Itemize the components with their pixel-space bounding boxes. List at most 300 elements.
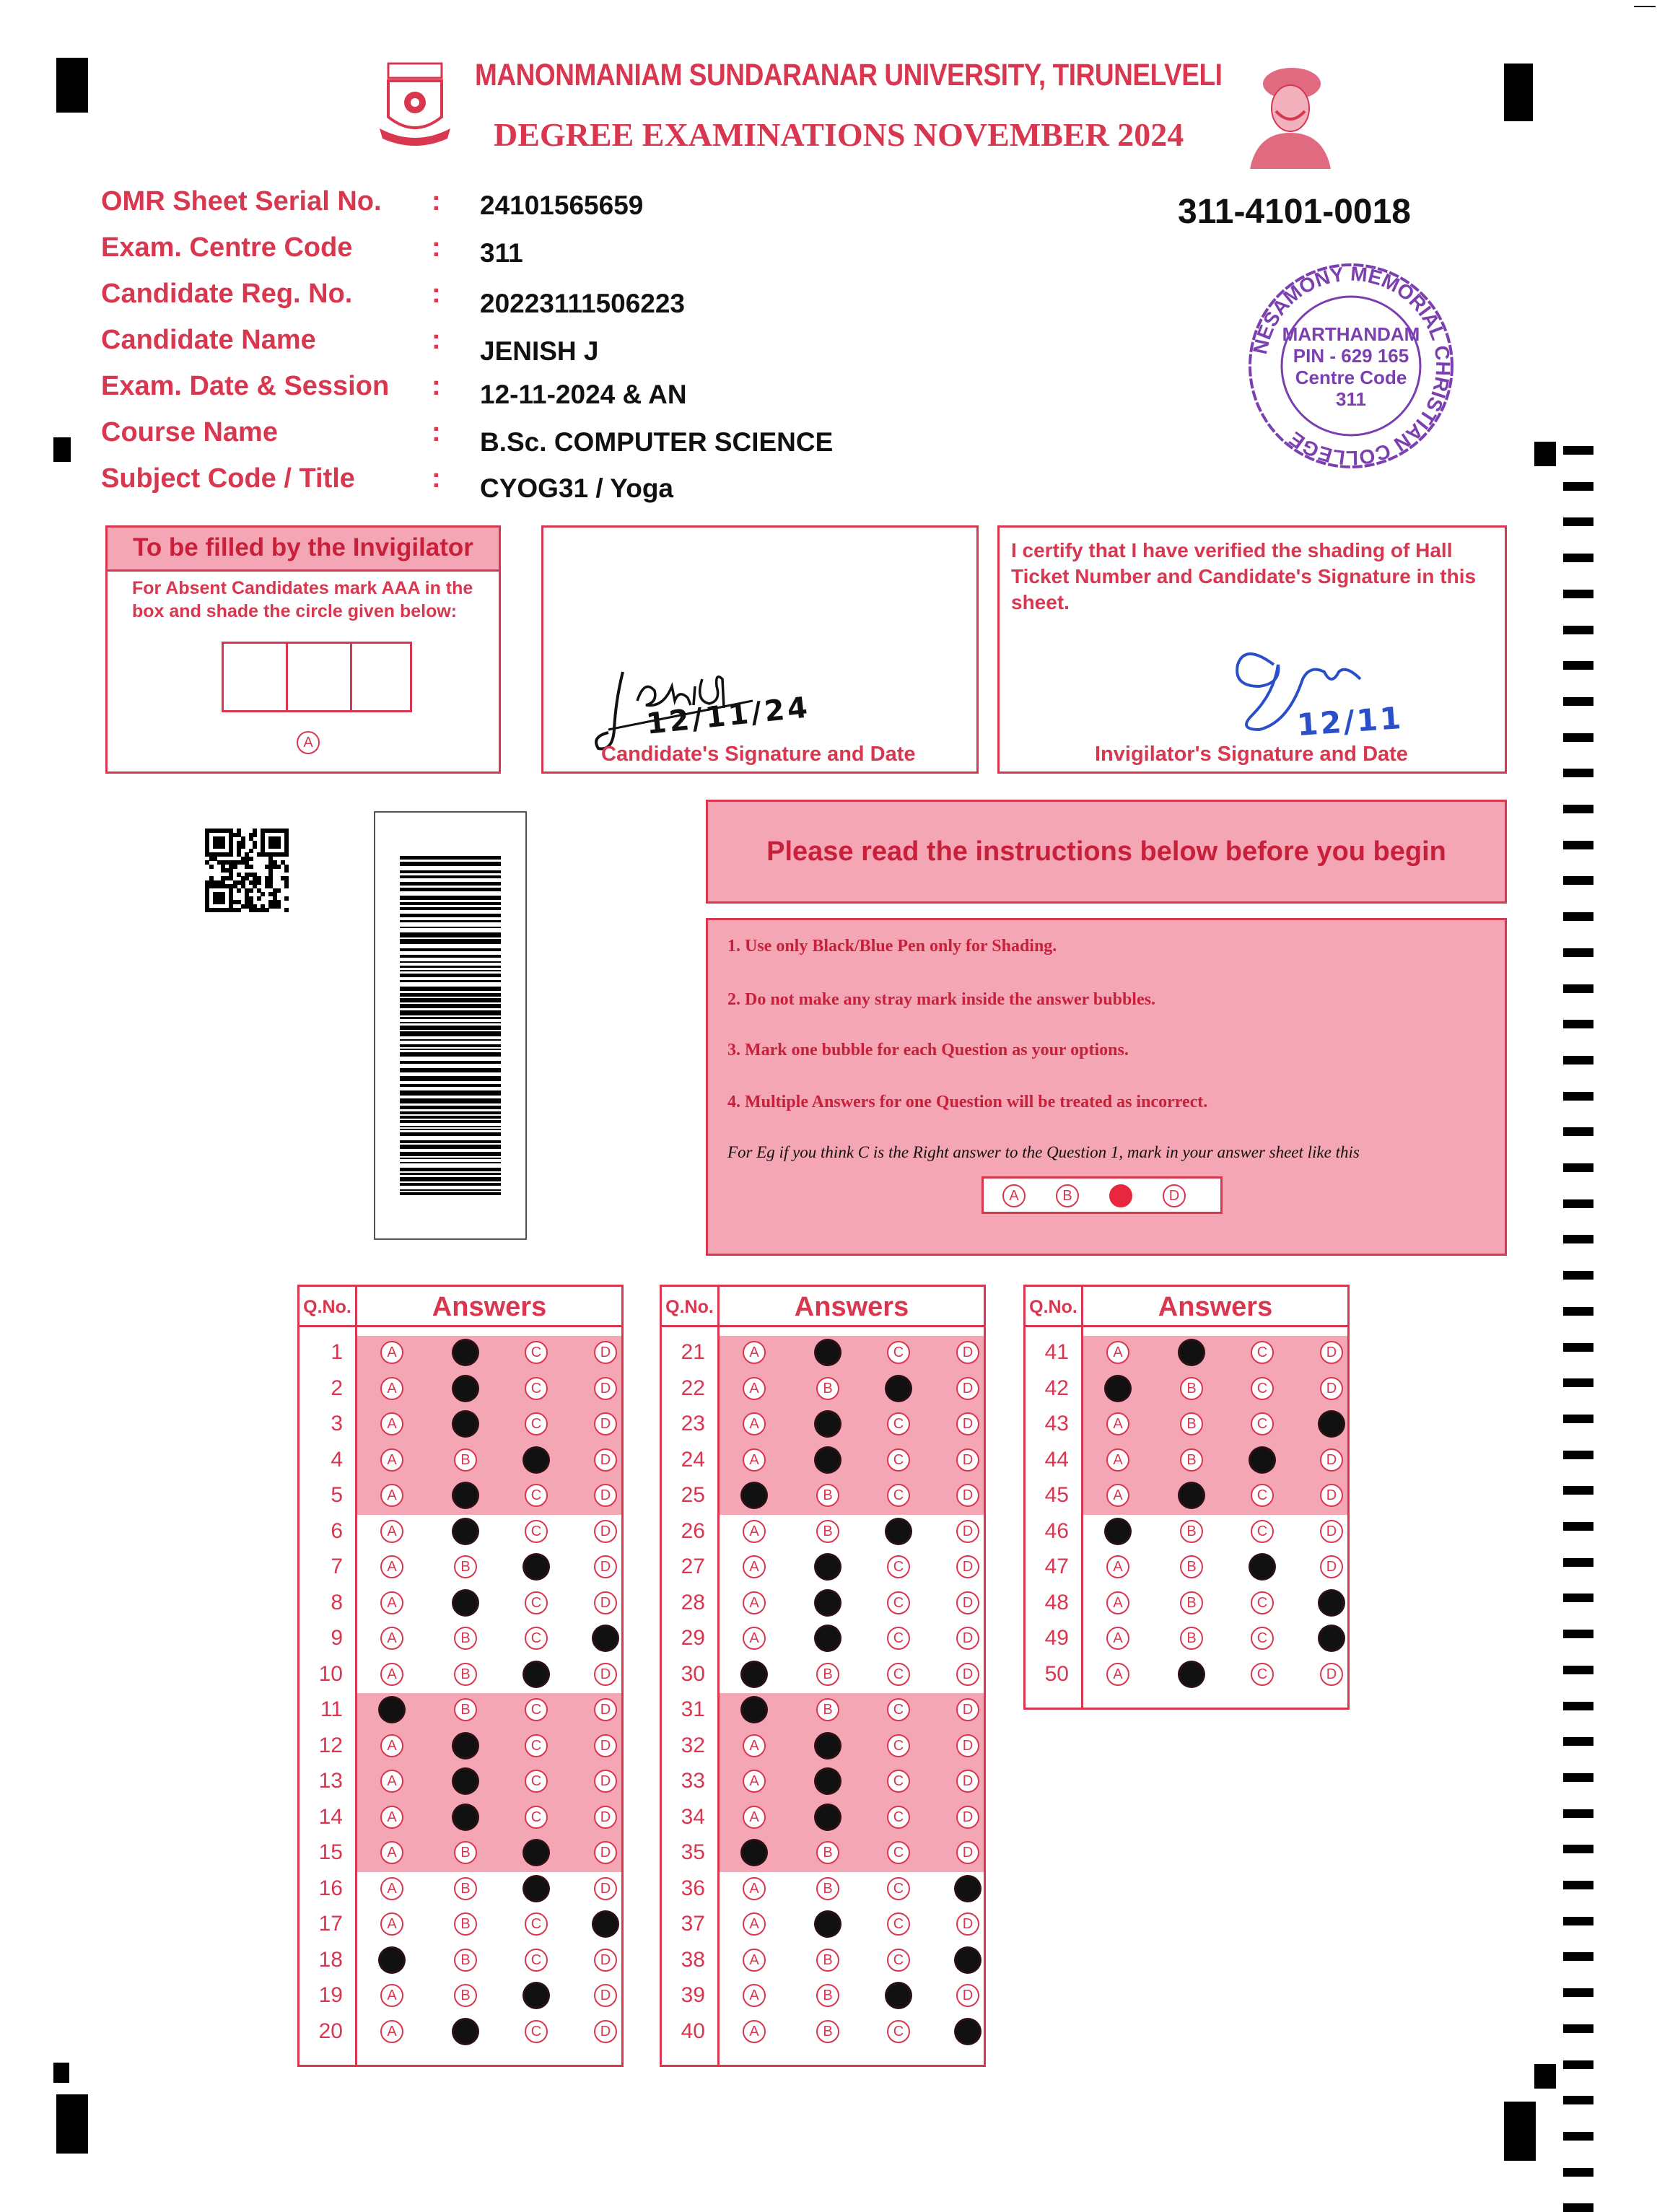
answer-bubble-47-b[interactable]: B <box>1180 1555 1203 1578</box>
answer-bubble-18-a[interactable] <box>380 1949 403 1972</box>
answer-bubble-23-b[interactable] <box>816 1412 839 1435</box>
answer-bubble-37-b[interactable] <box>816 1912 839 1936</box>
answer-bubble-2-d[interactable]: D <box>594 1377 617 1400</box>
answer-bubble-24-a[interactable]: A <box>743 1448 766 1472</box>
answer-bubble-1-c[interactable]: C <box>525 1341 548 1364</box>
answer-bubble-42-a[interactable] <box>1106 1377 1129 1400</box>
answer-bubble-43-a[interactable]: A <box>1106 1412 1129 1435</box>
answer-bubble-35-d[interactable]: D <box>956 1841 979 1864</box>
colon: : <box>432 186 441 217</box>
answer-bubble-1-a[interactable]: A <box>380 1341 403 1364</box>
answer-bubble-5-d[interactable]: D <box>594 1484 617 1507</box>
answer-bubble-20-c[interactable]: C <box>525 2020 548 2043</box>
answer-bubble-12-a[interactable]: A <box>380 1734 403 1757</box>
answer-bubble-2-c[interactable]: C <box>525 1377 548 1400</box>
timing-mark-right-top <box>1534 442 1556 466</box>
question-number: 38 <box>681 1947 705 1972</box>
answer-bubble-11-d[interactable]: D <box>594 1698 617 1721</box>
answer-bubble-23-a[interactable]: A <box>743 1412 766 1435</box>
timing-tick <box>1563 482 1593 491</box>
answer-bubble-46-a[interactable] <box>1106 1520 1129 1543</box>
answer-bubble-44-c[interactable] <box>1251 1448 1274 1472</box>
colon: : <box>432 279 441 309</box>
question-row <box>662 1620 984 1656</box>
answer-bubble-4-a[interactable]: A <box>380 1448 403 1472</box>
answer-bubble-5-c[interactable]: C <box>525 1484 548 1507</box>
answer-bubble-35-b[interactable]: B <box>816 1841 839 1864</box>
answer-bubble-8-b[interactable] <box>454 1591 477 1614</box>
answer-bubble-43-d[interactable] <box>1320 1412 1343 1435</box>
answer-bubble-28-c[interactable]: C <box>887 1591 910 1614</box>
question-row <box>1026 1549 1347 1585</box>
timing-tick <box>1563 1594 1593 1602</box>
question-number: 28 <box>681 1590 705 1614</box>
timing-tick <box>1563 1809 1593 1818</box>
answer-bubble-9-a[interactable]: A <box>380 1627 403 1650</box>
answer-bubble-19-a[interactable]: A <box>380 1984 403 2007</box>
answer-bubble-28-d[interactable]: D <box>956 1591 979 1614</box>
answer-bubble-33-a[interactable]: A <box>743 1770 766 1793</box>
question-number: 6 <box>331 1518 343 1543</box>
answer-bubble-10-a[interactable]: A <box>380 1663 403 1686</box>
answer-bubble-40-c[interactable]: C <box>887 2020 910 2043</box>
instructions-banner-text: Please read the instructions below before you begin <box>766 836 1446 867</box>
timing-tick <box>1563 554 1593 562</box>
answer-bubble-25-a[interactable] <box>743 1484 766 1507</box>
answer-bubble-34-a[interactable]: A <box>743 1806 766 1829</box>
question-number: 47 <box>1044 1555 1069 1578</box>
timing-tick <box>1563 1486 1593 1495</box>
university-logo <box>375 59 455 152</box>
answer-bubble-13-d[interactable]: D <box>594 1770 617 1793</box>
question-number: 21 <box>681 1340 705 1364</box>
value-reg-no: 20223111506223 <box>480 289 686 318</box>
answer-bubble-30-b[interactable]: B <box>816 1663 839 1686</box>
answer-bubble-48-c[interactable]: C <box>1251 1591 1274 1614</box>
label-exam-date: Exam. Date & Session <box>101 371 390 401</box>
answer-bubble-26-c[interactable] <box>887 1520 910 1543</box>
absent-bubble[interactable]: A <box>297 731 320 754</box>
answer-bubble-23-d[interactable]: D <box>956 1412 979 1435</box>
answer-bubble-3-b[interactable] <box>454 1412 477 1435</box>
answer-bubble-11-a[interactable] <box>380 1698 403 1721</box>
question-row <box>300 1620 621 1656</box>
timing-tick <box>1563 1702 1593 1710</box>
label-centre-code: Exam. Centre Code <box>101 232 353 263</box>
answer-bubble-42-d[interactable]: D <box>1320 1377 1343 1400</box>
answer-bubble-32-d[interactable]: D <box>956 1734 979 1757</box>
answer-bubble-2-a[interactable]: A <box>380 1377 403 1400</box>
question-row <box>1026 1334 1347 1371</box>
answer-bubble-34-c[interactable]: C <box>887 1806 910 1829</box>
question-number: 42 <box>1044 1376 1069 1400</box>
answer-bubble-43-b[interactable]: B <box>1180 1412 1203 1435</box>
answer-bubble-32-a[interactable]: A <box>743 1734 766 1757</box>
grid-header <box>1026 1287 1347 1327</box>
absent-box-1[interactable] <box>224 644 288 710</box>
question-number: 18 <box>318 1947 343 1972</box>
answer-bubble-36-a[interactable]: A <box>743 1877 766 1900</box>
answer-bubble-8-d[interactable]: D <box>594 1591 617 1614</box>
answer-bubble-41-b[interactable] <box>1180 1341 1203 1364</box>
answer-bubble-25-d[interactable]: D <box>956 1484 979 1507</box>
answer-bubble-19-b[interactable]: B <box>454 1984 477 2007</box>
timing-tick <box>1563 1522 1593 1531</box>
answer-bubble-46-c[interactable]: C <box>1251 1520 1274 1543</box>
answer-bubble-20-d[interactable]: D <box>594 2020 617 2043</box>
colon: : <box>432 463 441 494</box>
answer-bubble-24-b[interactable] <box>816 1448 839 1472</box>
answer-bubble-2-b[interactable] <box>454 1377 477 1400</box>
answer-bubble-50-b[interactable] <box>1180 1663 1203 1686</box>
answer-bubble-16-b[interactable]: B <box>454 1877 477 1900</box>
answer-bubble-18-d[interactable]: D <box>594 1949 617 1972</box>
answer-bubble-3-a[interactable]: A <box>380 1412 403 1435</box>
timing-tick <box>1563 1737 1593 1746</box>
question-number: 29 <box>681 1626 705 1650</box>
question-row <box>300 1513 621 1549</box>
value-course: B.Sc. COMPUTER SCIENCE <box>480 427 834 457</box>
answer-bubble-45-a[interactable]: A <box>1106 1484 1129 1507</box>
answer-bubble-36-c[interactable]: C <box>887 1877 910 1900</box>
question-number: 36 <box>681 1876 705 1900</box>
stamp-line-1: MARTHANDAM <box>1282 323 1420 345</box>
answer-bubble-31-c[interactable]: C <box>887 1698 910 1721</box>
question-row <box>662 1871 984 1907</box>
answer-bubble-37-c[interactable]: C <box>887 1912 910 1936</box>
answer-bubble-38-a[interactable]: A <box>743 1949 766 1972</box>
question-number: 17 <box>318 1912 343 1936</box>
answer-bubble-20-a[interactable]: A <box>380 2020 403 2043</box>
question-number: 3 <box>331 1412 343 1435</box>
instruction-1: 1. Use only Black/Blue Pen only for Shading. <box>727 937 1057 956</box>
answer-bubble-34-b[interactable] <box>816 1806 839 1829</box>
answer-bubble-6-a[interactable]: A <box>380 1520 403 1543</box>
answer-bubble-48-a[interactable]: A <box>1106 1591 1129 1614</box>
question-row <box>300 1371 621 1407</box>
answer-bubble-46-b[interactable]: B <box>1180 1520 1203 1543</box>
answer-bubble-8-a[interactable]: A <box>380 1591 403 1614</box>
answer-bubble-18-b[interactable]: B <box>454 1949 477 1972</box>
timing-tick <box>1563 1199 1593 1208</box>
answer-bubble-13-c[interactable]: C <box>525 1770 548 1793</box>
answer-bubble-22-c[interactable] <box>887 1377 910 1400</box>
answer-bubble-31-a[interactable] <box>743 1698 766 1721</box>
answer-bubble-15-d[interactable]: D <box>594 1841 617 1864</box>
question-row <box>1026 1477 1347 1513</box>
answer-bubble-18-c[interactable]: C <box>525 1949 548 1972</box>
answer-bubble-17-c[interactable]: C <box>525 1912 548 1936</box>
answer-bubble-7-b[interactable]: B <box>454 1555 477 1578</box>
answer-bubble-25-b[interactable]: B <box>816 1484 839 1507</box>
timing-tick <box>1563 2060 1593 2069</box>
answer-bubble-48-d[interactable] <box>1320 1591 1343 1614</box>
answer-bubble-24-c[interactable]: C <box>887 1448 910 1472</box>
absent-instructions: For Absent Candidates mark AAA in the box and shade the circle given below: <box>132 578 473 621</box>
answer-bubble-36-b[interactable]: B <box>816 1877 839 1900</box>
answer-bubble-14-b[interactable] <box>454 1806 477 1829</box>
answer-bubble-39-c[interactable] <box>887 1984 910 2007</box>
question-number: 46 <box>1044 1518 1069 1543</box>
timing-tick <box>1563 1451 1593 1459</box>
answer-bubble-33-b[interactable] <box>816 1770 839 1793</box>
answer-bubble-44-b[interactable]: B <box>1180 1448 1203 1472</box>
answer-bubble-41-c[interactable]: C <box>1251 1341 1274 1364</box>
answer-bubble-46-d[interactable]: D <box>1320 1520 1343 1543</box>
colon: : <box>432 371 441 401</box>
answer-bubble-7-c[interactable] <box>525 1555 548 1578</box>
answer-grid-2 <box>660 1285 986 2067</box>
question-number: 13 <box>318 1769 343 1793</box>
answer-bubble-16-c[interactable] <box>525 1877 548 1900</box>
answer-bubble-9-c[interactable]: C <box>525 1627 548 1650</box>
example-bubble-a: A <box>1002 1184 1026 1207</box>
answer-bubble-13-b[interactable] <box>454 1770 477 1793</box>
answer-bubble-6-d[interactable]: D <box>594 1520 617 1543</box>
question-number: 1 <box>331 1340 343 1364</box>
qno-header: Q.No. <box>1026 1287 1083 1327</box>
answer-bubble-45-c[interactable]: C <box>1251 1484 1274 1507</box>
answer-bubble-1-d[interactable]: D <box>594 1341 617 1364</box>
answer-bubble-26-b[interactable]: B <box>816 1520 839 1543</box>
answer-bubble-12-d[interactable]: D <box>594 1734 617 1757</box>
timing-tick <box>1563 446 1593 455</box>
answer-bubble-34-d[interactable]: D <box>956 1806 979 1829</box>
answer-bubble-9-d[interactable] <box>594 1627 617 1650</box>
timing-tick <box>1563 1558 1593 1567</box>
absent-box-2[interactable] <box>288 644 352 710</box>
answer-bubble-16-d[interactable]: D <box>594 1877 617 1900</box>
registration-mark-top-right <box>1504 64 1533 121</box>
answer-bubble-14-c[interactable]: C <box>525 1806 548 1829</box>
answer-bubble-40-a[interactable]: A <box>743 2020 766 2043</box>
question-row <box>662 1406 984 1442</box>
answer-bubble-4-d[interactable]: D <box>594 1448 617 1472</box>
answer-bubble-24-d[interactable]: D <box>956 1448 979 1472</box>
answer-bubble-36-d[interactable] <box>956 1877 979 1900</box>
answer-bubble-3-c[interactable]: C <box>525 1412 548 1435</box>
absent-box-3[interactable] <box>352 644 410 710</box>
answer-bubble-29-b[interactable] <box>816 1627 839 1650</box>
answer-bubble-32-c[interactable]: C <box>887 1734 910 1757</box>
question-number: 10 <box>318 1661 343 1686</box>
answer-bubble-22-b[interactable]: B <box>816 1377 839 1400</box>
timing-tick <box>1563 1917 1593 1925</box>
answer-bubble-47-a[interactable]: A <box>1106 1555 1129 1578</box>
answer-bubble-5-b[interactable] <box>454 1484 477 1507</box>
answer-bubble-13-a[interactable]: A <box>380 1770 403 1793</box>
answer-bubble-26-a[interactable]: A <box>743 1520 766 1543</box>
answer-bubble-17-a[interactable]: A <box>380 1912 403 1936</box>
invigilator-signature-date: 12/11 <box>1295 699 1404 743</box>
answer-bubble-6-b[interactable] <box>454 1520 477 1543</box>
answer-bubble-17-d[interactable] <box>594 1912 617 1936</box>
answer-bubble-4-c[interactable] <box>525 1448 548 1472</box>
answer-bubble-45-b[interactable] <box>1180 1484 1203 1507</box>
university-name: MANONMANIAM SUNDARANAR UNIVERSITY, TIRUNELVELI <box>475 58 1223 92</box>
question-row <box>300 2014 621 2050</box>
answer-bubble-50-d[interactable]: D <box>1320 1663 1343 1686</box>
answer-bubble-12-c[interactable]: C <box>525 1734 548 1757</box>
answer-bubble-21-c[interactable]: C <box>887 1341 910 1364</box>
answer-bubble-40-d[interactable] <box>956 2020 979 2043</box>
absent-code-boxes <box>222 642 412 712</box>
instructions-banner <box>706 800 1507 904</box>
answer-bubble-25-c[interactable]: C <box>887 1484 910 1507</box>
answer-bubble-31-b[interactable]: B <box>816 1698 839 1721</box>
example-bubble-c <box>1109 1184 1132 1207</box>
answer-bubble-47-d[interactable]: D <box>1320 1555 1343 1578</box>
answer-bubble-21-d[interactable]: D <box>956 1341 979 1364</box>
answer-bubble-35-a[interactable] <box>743 1841 766 1864</box>
timing-tick <box>1563 661 1593 670</box>
answer-bubble-37-d[interactable]: D <box>956 1912 979 1936</box>
question-row <box>300 1585 621 1621</box>
answer-bubble-10-c[interactable] <box>525 1663 548 1686</box>
question-row <box>300 1656 621 1692</box>
answer-bubble-28-a[interactable]: A <box>743 1591 766 1614</box>
question-row <box>300 1763 621 1799</box>
answer-bubble-33-c[interactable]: C <box>887 1770 910 1793</box>
question-number: 41 <box>1044 1340 1069 1364</box>
answer-bubble-28-b[interactable] <box>816 1591 839 1614</box>
answer-bubble-14-d[interactable]: D <box>594 1806 617 1829</box>
answer-bubble-30-c[interactable]: C <box>887 1663 910 1686</box>
answer-bubble-15-a[interactable]: A <box>380 1841 403 1864</box>
answer-bubble-27-a[interactable]: A <box>743 1555 766 1578</box>
label-reg-no: Candidate Reg. No. <box>101 279 353 309</box>
answer-bubble-22-d[interactable]: D <box>956 1377 979 1400</box>
answer-bubble-23-c[interactable]: C <box>887 1412 910 1435</box>
timing-tick <box>1563 1020 1593 1028</box>
answer-bubble-15-c[interactable] <box>525 1841 548 1864</box>
question-row <box>300 1692 621 1728</box>
exam-title: DEGREE EXAMINATIONS NOVEMBER 2024 <box>494 116 1184 153</box>
answer-bubble-27-c[interactable]: C <box>887 1555 910 1578</box>
answer-bubble-40-b[interactable]: B <box>816 2020 839 2043</box>
answer-bubble-14-a[interactable]: A <box>380 1806 403 1829</box>
answer-bubble-17-b[interactable]: B <box>454 1912 477 1936</box>
answer-bubble-1-b[interactable] <box>454 1341 477 1364</box>
answer-bubble-50-c[interactable]: C <box>1251 1663 1274 1686</box>
question-row <box>662 1942 984 1978</box>
timing-tick <box>1563 1415 1593 1423</box>
answer-bubble-20-b[interactable] <box>454 2020 477 2043</box>
answer-bubble-30-a[interactable] <box>743 1663 766 1686</box>
answer-bubble-38-d[interactable] <box>956 1949 979 1972</box>
answer-bubble-4-b[interactable]: B <box>454 1448 477 1472</box>
answers-header: Answers <box>432 1292 547 1322</box>
answer-bubble-12-b[interactable] <box>454 1734 477 1757</box>
answer-bubble-11-b[interactable]: B <box>454 1698 477 1721</box>
answer-bubble-7-d[interactable]: D <box>594 1555 617 1578</box>
answer-bubble-16-a[interactable]: A <box>380 1877 403 1900</box>
answer-bubble-42-c[interactable]: C <box>1251 1377 1274 1400</box>
answer-bubble-31-d[interactable]: D <box>956 1698 979 1721</box>
answer-bubble-21-b[interactable] <box>816 1341 839 1364</box>
question-row <box>300 1477 621 1513</box>
answer-bubble-39-d[interactable]: D <box>956 1984 979 2007</box>
answer-bubble-26-d[interactable]: D <box>956 1520 979 1543</box>
answer-bubble-3-d[interactable]: D <box>594 1412 617 1435</box>
answer-bubble-38-b[interactable]: B <box>816 1949 839 1972</box>
answer-bubble-48-b[interactable]: B <box>1180 1591 1203 1614</box>
question-row <box>662 1513 984 1549</box>
question-row <box>300 1799 621 1835</box>
answer-bubble-21-a[interactable]: A <box>743 1341 766 1364</box>
answer-bubble-15-b[interactable]: B <box>454 1841 477 1864</box>
question-number: 50 <box>1044 1661 1069 1686</box>
answer-bubble-49-a[interactable]: A <box>1106 1627 1129 1650</box>
answer-bubble-27-d[interactable]: D <box>956 1555 979 1578</box>
timing-mark-left <box>53 437 71 462</box>
answer-bubble-29-d[interactable]: D <box>956 1627 979 1650</box>
answer-bubble-9-b[interactable]: B <box>454 1627 477 1650</box>
answer-bubble-30-d[interactable]: D <box>956 1663 979 1686</box>
answer-bubble-49-b[interactable]: B <box>1180 1627 1203 1650</box>
answer-bubble-19-c[interactable] <box>525 1984 548 2007</box>
answer-bubble-41-d[interactable]: D <box>1320 1341 1343 1364</box>
answer-bubble-37-a[interactable]: A <box>743 1912 766 1936</box>
answer-bubble-19-d[interactable]: D <box>594 1984 617 2007</box>
instruction-4: 4. Multiple Answers for one Question will be treated as incorrect. <box>727 1093 1208 1111</box>
question-number: 2 <box>331 1376 343 1400</box>
value-centre-code: 311 <box>480 238 523 268</box>
answer-bubble-38-c[interactable]: C <box>887 1949 910 1972</box>
question-number: 40 <box>681 2019 705 2043</box>
answer-bubble-41-a[interactable]: A <box>1106 1341 1129 1364</box>
answer-bubble-5-a[interactable]: A <box>380 1484 403 1507</box>
answer-bubble-33-d[interactable]: D <box>956 1770 979 1793</box>
answer-bubble-35-c[interactable]: C <box>887 1841 910 1864</box>
label-course: Course Name <box>101 417 278 447</box>
question-row <box>662 1728 984 1764</box>
answer-bubble-10-b[interactable]: B <box>454 1663 477 1686</box>
answer-bubble-49-d[interactable] <box>1320 1627 1343 1650</box>
answer-bubble-47-c[interactable] <box>1251 1555 1274 1578</box>
college-stamp <box>1243 254 1459 478</box>
colon: : <box>432 417 441 447</box>
answer-bubble-39-b[interactable]: B <box>816 1984 839 2007</box>
answer-bubble-22-a[interactable]: A <box>743 1377 766 1400</box>
answer-bubble-39-a[interactable]: A <box>743 1984 766 2007</box>
answer-bubble-8-c[interactable]: C <box>525 1591 548 1614</box>
answer-bubble-29-a[interactable]: A <box>743 1627 766 1650</box>
answer-bubble-29-c[interactable]: C <box>887 1627 910 1650</box>
answer-bubble-42-b[interactable]: B <box>1180 1377 1203 1400</box>
question-number: 26 <box>681 1518 705 1543</box>
answer-bubble-11-c[interactable]: C <box>525 1698 548 1721</box>
question-number: 20 <box>318 2019 343 2043</box>
answer-bubble-44-a[interactable]: A <box>1106 1448 1129 1472</box>
answer-bubble-10-d[interactable]: D <box>594 1663 617 1686</box>
timing-tick <box>1563 626 1593 634</box>
question-row <box>662 1799 984 1835</box>
answer-bubble-45-d[interactable]: D <box>1320 1484 1343 1507</box>
answer-bubble-49-c[interactable]: C <box>1251 1627 1274 1650</box>
answer-bubble-43-c[interactable]: C <box>1251 1412 1274 1435</box>
answer-bubble-6-c[interactable]: C <box>525 1520 548 1543</box>
answer-bubble-7-a[interactable]: A <box>380 1555 403 1578</box>
answer-bubble-44-d[interactable]: D <box>1320 1448 1343 1472</box>
answer-bubble-32-b[interactable] <box>816 1734 839 1757</box>
question-row <box>300 1835 621 1871</box>
question-number: 39 <box>681 1983 705 2007</box>
answer-bubble-50-a[interactable]: A <box>1106 1663 1129 1686</box>
question-row <box>662 2014 984 2050</box>
answer-bubble-27-b[interactable] <box>816 1555 839 1578</box>
colon: : <box>432 232 441 263</box>
